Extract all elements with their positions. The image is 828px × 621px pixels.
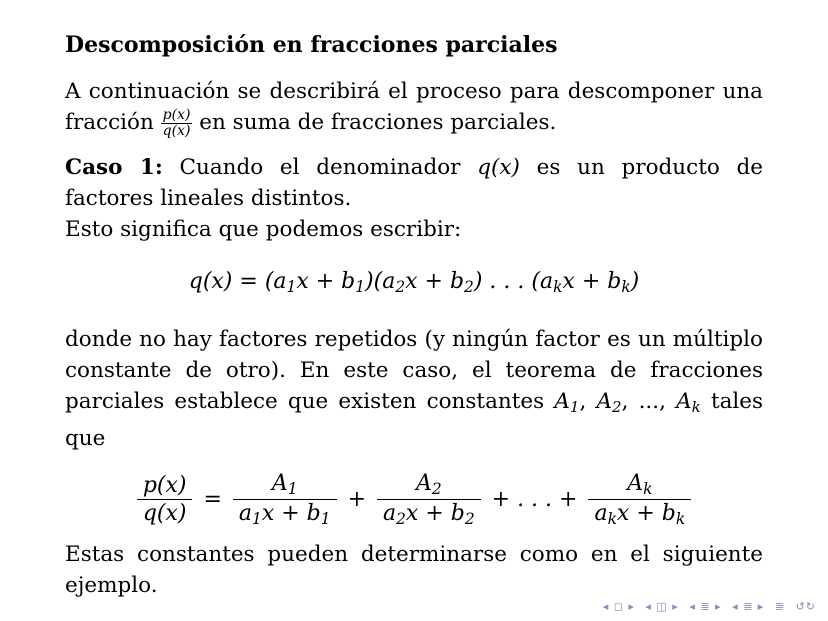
eq1-f2b: x + b — [405, 269, 465, 295]
eq2-lhs-num: p(x) — [137, 472, 193, 500]
eq2-term1-fraction — [233, 470, 337, 529]
eq2-equals: = — [203, 486, 222, 512]
eq2-plus2: + . . . + — [491, 486, 578, 512]
equation-q-product — [65, 267, 763, 302]
eq1-f1t: 1 — [355, 278, 366, 297]
case1-text-b: es un producto de factores lineales distintos. — [65, 155, 764, 212]
const-sep2: , ..., — [621, 389, 677, 415]
nav-search-icon[interactable]: ↺↻ — [795, 600, 816, 613]
eq1-f2a: (a — [373, 269, 396, 295]
const-ak: $A_k$ — [676, 389, 701, 416]
eq2-termk-fraction — [588, 470, 691, 529]
case1-paragraph — [65, 152, 763, 245]
nav-first-icon[interactable]: ◂ ◻ ▸ — [602, 600, 635, 613]
intro-after: en suma de fracciones parciales. — [199, 110, 557, 135]
eq1-f1a: (a — [264, 269, 287, 295]
case1-text-a: Cuando el denominador — [179, 155, 461, 181]
nav-frame-icon[interactable]: ◂ ◫ ▸ — [645, 600, 679, 613]
eq2-lhs-fraction — [137, 472, 193, 527]
eq1-fkt: k — [621, 278, 631, 297]
eq2-tk-num: $A_k$ — [588, 470, 691, 500]
eq1-f1s: 1 — [286, 278, 297, 297]
slide-title: Descomposición en fracciones parciales — [65, 32, 558, 58]
eq2-tk-den: $a_kx + b_k$ — [594, 500, 686, 528]
eq2-plus1: + — [347, 486, 366, 512]
intro-frac-num: p(x) — [162, 106, 191, 123]
equation-decomposition — [65, 470, 763, 529]
eq1-f2s: 2 — [395, 278, 406, 297]
beamer-navigation-bar — [597, 600, 816, 613]
eq2-t1-den: $a_1x + b_1$ — [238, 500, 331, 528]
intro-paragraph — [65, 76, 763, 138]
intro-fraction — [161, 108, 193, 138]
intro-frac-den: q(x) — [162, 122, 191, 139]
const-a1: $A_1$ — [554, 389, 580, 416]
case1-label: Caso 1: — [65, 155, 163, 181]
eq2-t1-num: $A_1$ — [233, 470, 337, 500]
eq1-f2c: ) — [473, 269, 483, 295]
para2-text: donde no hay factores repetidos (y ningún factor es un múltiplo constante de otro). En este caso, el teorema de fracciones parciales establece que existen constantes — [65, 327, 763, 415]
intro-before: A continuación se describirá el proceso para descomponer una fracción — [65, 79, 763, 135]
case1-qx: q(x) — [477, 155, 520, 181]
nav-section-icon[interactable]: ◂ ≣ ▸ — [732, 600, 765, 613]
para2-tail: tales que — [65, 389, 764, 451]
eq1-fkb: x + b — [562, 269, 622, 295]
eq1-f1c: ) — [365, 269, 374, 295]
write-line: Esto significa que podemos escribir: — [65, 217, 462, 243]
nav-subsection-icon[interactable]: ◂ ≣ ▸ — [689, 600, 722, 613]
const-a2: $A_2$ — [596, 389, 622, 416]
eq2-t2-den: $a_2x + b_2$ — [383, 500, 475, 528]
eq2-term2-fraction — [377, 470, 481, 529]
eq2-lhs-den: q(x) — [142, 500, 187, 526]
eq2-t2-num: $A_2$ — [377, 470, 481, 500]
closing-paragraph: Estas constantes pueden determinarse como en el siguiente ejemplo. — [65, 541, 763, 598]
slide — [65, 28, 763, 601]
eq1-lhs: q(x) = — [188, 269, 265, 295]
const-sep1: , — [579, 389, 597, 415]
theorem-paragraph — [65, 324, 763, 454]
eq1-f1b: x + b — [296, 269, 356, 295]
eq1-f2t: 2 — [464, 278, 474, 297]
eq1-dots: . . . — [482, 269, 532, 295]
eq1-fks: k — [553, 278, 563, 297]
eq1-fkc: ) — [630, 269, 640, 295]
eq1-fka: (a — [531, 269, 554, 295]
nav-align-icon[interactable]: ≣ — [774, 600, 786, 613]
